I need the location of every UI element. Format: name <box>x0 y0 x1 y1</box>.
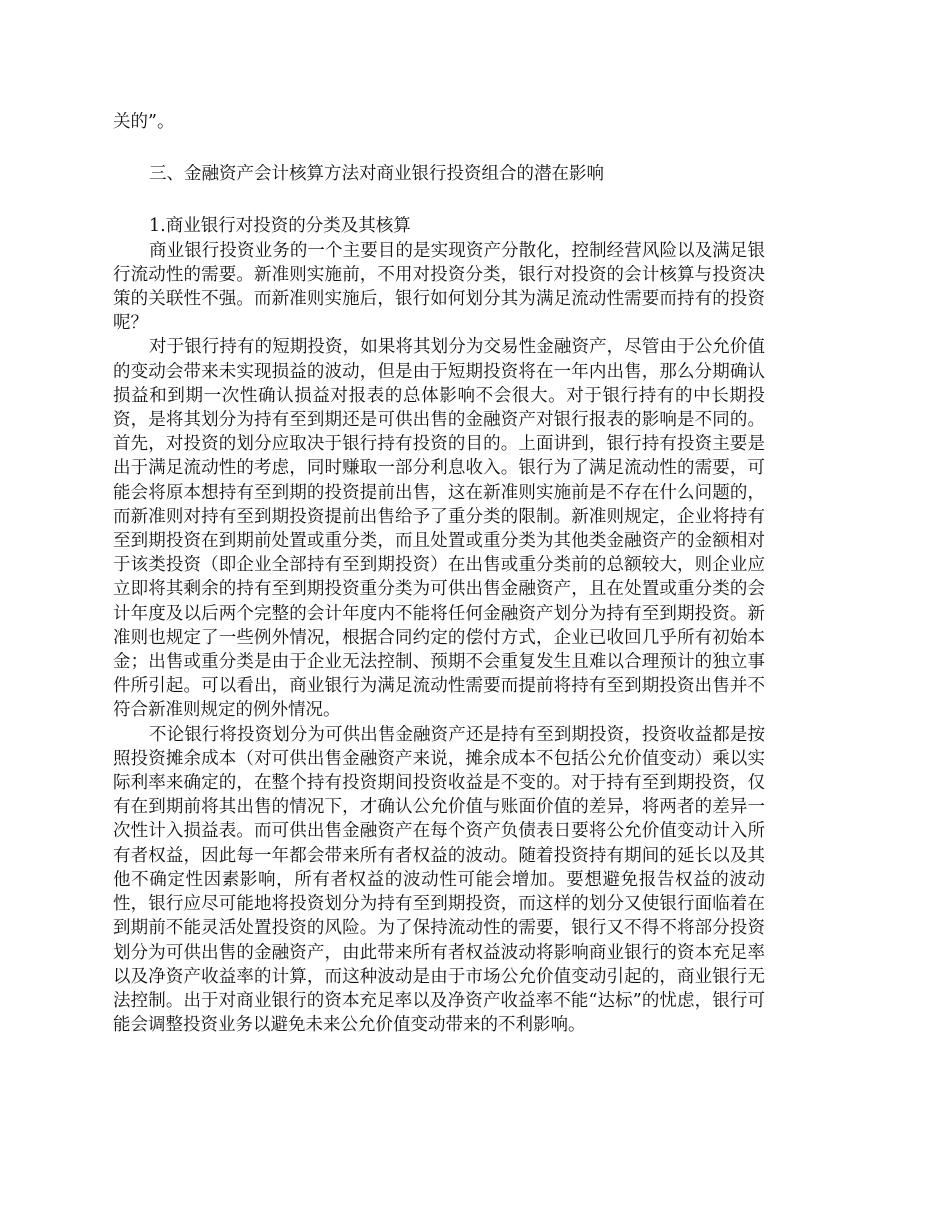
paragraph-2: 对于银行持有的短期投资，如果将其划分为交易性金融资产，尽管由于公允价值的变动会带来未实现损益的波动，但是由于短期投资将在一年内出售，那么分期确认损益和到期一次性确认损益对报表的总体影响不会很大。对于银行持有的中长期投资，是将其划分为持有至到期还是可供出售的金融资产对银行报表的影响是不同的。首先，对投资的划分应取决于银行持有投资的目的。上面讲到，银行持有投资主要是出于满足流动性的考虑，同时赚取一部分利息收入。银行为了满足流动性的需要，可能会将原本想持有至到期的投资提前出售，这在新准则实施前是不存在什么问题的，而新准则对持有至到期投资提前出售给予了重分类的限制。新准则规定，企业将持有至到期投资在到期前处置或重分类，而且处置或重分类为其他类金融资产的金额相对于该类投资（即企业全部持有至到期投资）在出售或重分类前的总额较大，则企业应立即将其剩余的持有至到期投资重分类为可供出售金融资产，且在处置或重分类的会计年度及以后两个完整的会计年度内不能将任何金融资产划分为持有至到期投资。新准则也规定了一些例外情况，根据合同约定的偿付方式，企业已收回几乎所有初始本金；出售或重分类是由于企业无法控制、预期不会重复发生且难以合理预计的独立事件所引起。可以看出，商业银行为满足流动性需要而提前将持有至到期投资出售并不符合新准则规定的例外情况。 <box>113 337 765 721</box>
lead-fragment: 关的”。 <box>113 112 175 132</box>
subsection-heading: 1.商业银行对投资的分类及其核算 <box>149 216 411 237</box>
paragraph-3: 不论银行将投资划分为可供出售金融资产还是持有至到期投资，投资收益都是按照投资摊余成本（对可供出售金融资产来说，摊余成本不包括公允价值变动）乘以实际利率来确定的，在整个持有投资期间投资收益是不变的。对于持有至到期投资，仅有在到期前将其出售的情况下，才确认公允价值与账面价值的差异，将两者的差异一次性计入损益表。而可供出售金融资产在每个资产负债表日要将公允价值变动计入所有者权益，因此每一年都会带来所有者权益的波动。随着投资持有期间的延长以及其他不确定性因素影响，所有者权益的波动性可能会增加。要想避免报告权益的波动性，银行应尽可能地将投资划分为持有至到期投资，而这样的划分又使银行面临着在到期前不能灵活处置投资的风险。为了保持流动性的需要，银行又不得不将部分投资划分为可供出售的金融资产，由此带来所有者权益波动将影响商业银行的资本充足率以及净资产收益率的计算，而这种波动是由于市场公允价值变动引起的，商业银行无法控制。出于对商业银行的资本充足率以及净资产收益率不能“达标”的忧虑，银行可能会调整投资业务以避免未来公允价值变动带来的不利影响。 <box>113 724 765 1036</box>
document-body <box>113 110 765 1037</box>
paragraph-1: 商业银行投资业务的一个主要目的是实现资产分散化，控制经营风险以及满足银行流动性的需要。新准则实施前，不用对投资分类，银行对投资的会计核算与投资决策的关联性不强。而新准则实施后，银行如何划分其为满足流动性需要而持有的投资呢？ <box>113 240 765 334</box>
section-heading: 三、金融资产会计核算方法对商业银行投资组合的潜在影响 <box>149 164 604 185</box>
